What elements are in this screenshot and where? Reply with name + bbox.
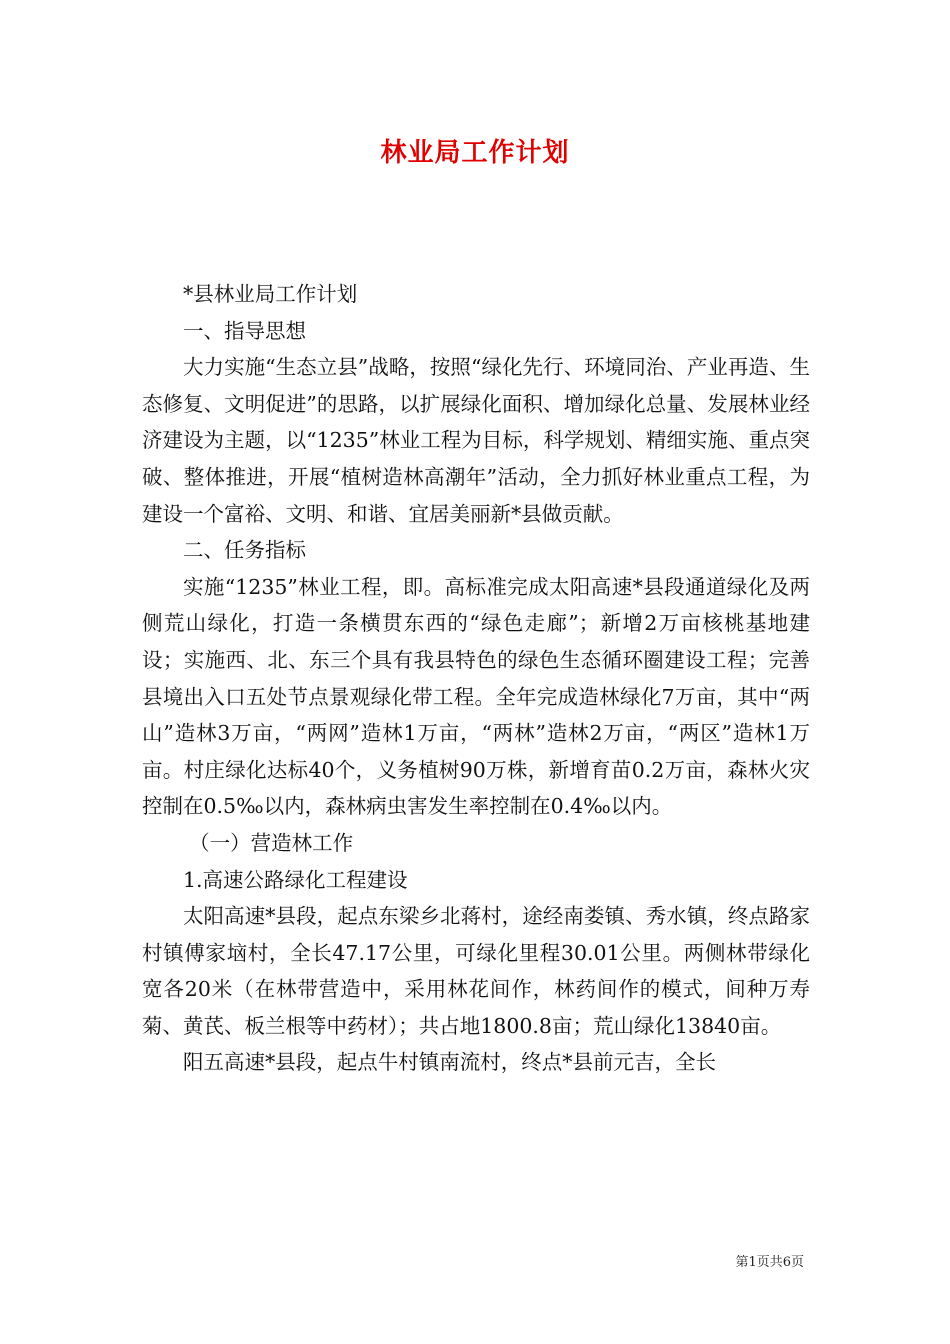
subsection-heading-afforestation: （一）营造林工作	[189, 830, 354, 855]
document-subtitle: *县林业局工作计划	[183, 282, 358, 306]
item-heading-highway-greening: 1.高速公路绿化工程建设	[183, 867, 408, 892]
paragraph-yangwu-highway: 阳五高速*县段，起点牛村镇南流村，终点*县前元吉，全长	[183, 1050, 716, 1075]
section-heading-task-targets: 二、任务指标	[183, 538, 306, 563]
paragraph-task-targets: 实施“1235”林业工程，即。高标准完成太阳高速*县段通道绿化及两侧荒山绿化，打造一条横贯东西的“绿色走廊”；新增2万亩核桃基地建设；实施西、北、东三个具有我县特色的绿色生态循环圈建设工程；完善县境出入口五处节点景观绿化带工程。全年完成造林绿化7万亩，其中“两山”造林3万亩，“两网”造林1万亩，“两林”造林2万亩，“两区”造林1万亩。村庄绿化达标40个，义务植树90万株，新增育苗0.2万亩，森林火灾控制在0.5‰以内，森林病虫害发生率控制在0.4‰以内。	[142, 574, 810, 819]
paragraph-guiding-ideology: 大力实施“生态立县”战略，按照“绿化先行、环境同治、产业再造、生态修复、文明促进”的思路，以扩展绿化面积、增加绿化总量、发展林业经济建设为主题，以“1235”林业工程为目标，科学规划、精细实施、重点突破、整体推进，开展“植树造林高潮年”活动，全力抓好林业重点工程，为建设一个富裕、文明、和谐、宜居美丽新*县做贡献。	[142, 355, 810, 526]
document-body	[142, 276, 810, 1081]
section-heading-guiding-ideology: 一、指导思想	[183, 318, 306, 343]
page-number-footer: 第1页共6页	[735, 1255, 804, 1270]
paragraph-taiyang-highway: 太阳高速*县段，起点东梁乡北蒋村，途经南娄镇、秀水镇，终点路家村镇傅家垴村，全长47.17公里，可绿化里程30.01公里。两侧林带绿化宽各20米（在林带营造中，采用林花间作，林药间作的模式，间种万寿菊、黄芪、板兰根等中药材）；共占地1800.8亩；荒山绿化13840亩。	[142, 904, 810, 1038]
document-title: 林业局工作计划	[380, 138, 570, 168]
